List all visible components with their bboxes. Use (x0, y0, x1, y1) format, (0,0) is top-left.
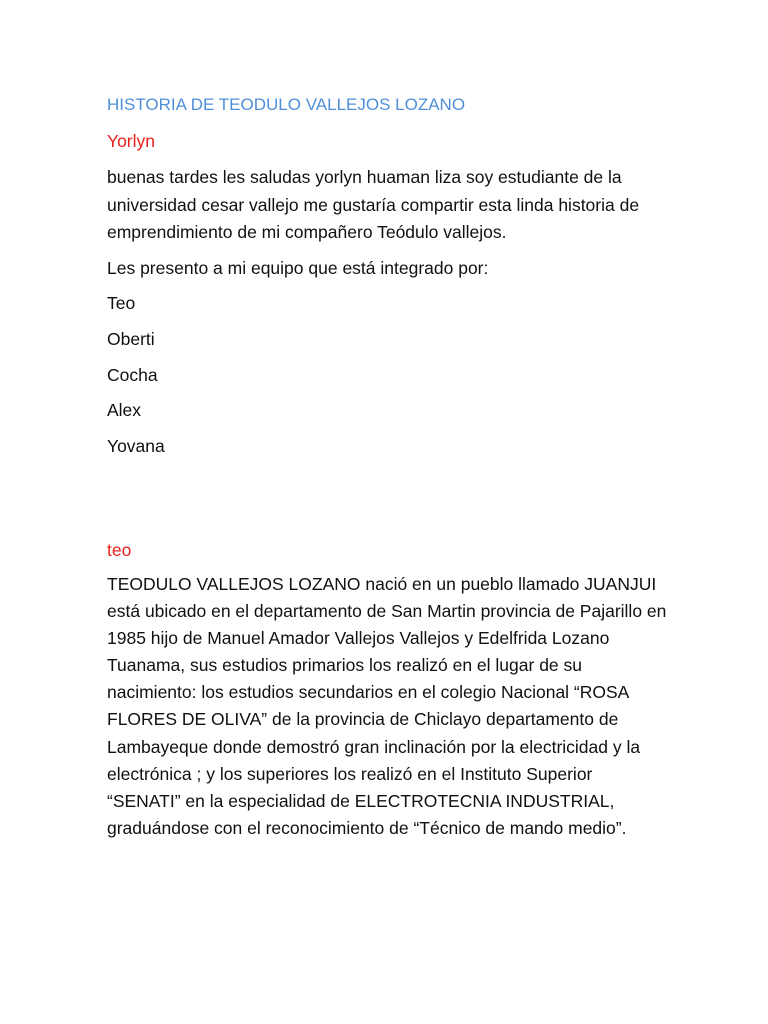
section-label: teo (107, 539, 132, 560)
team-member: Alex (107, 400, 142, 421)
team-member: Oberti (107, 328, 155, 349)
team-member: Teo (107, 293, 136, 313)
team-member: Cocha (107, 364, 158, 385)
team-member: Yovana (107, 436, 165, 457)
bio-paragraph: TEODULO VALLEJOS LOZANO nació en un pueblo llamado JUANJUI está ubicado en el departamento de San Martin provincia de Pajarillo en 1985 hijo de Manuel Amador Vallejos Vallejos y Edelfrida Lozano Tuanama, sus estudios primarios los realizó en el lugar de su nacimiento: los estudios secundarios en el colegio Nacional “ROSA FLORES DE OLIVA” de la provincia de Chiclayo departamento de Lambayeque donde demostró gran inclinación por la electricidad y la electrónica ; y los superiores los realizó en el Instituto Superior “SENATI” en la especialidad de ELECTROTECNIA INDUSTRIAL, graduándose con el reconocimiento de “Técnico de mando medio”. (107, 573, 667, 838)
intro-paragraph: buenas tardes les saludas yorlyn huaman liza soy estudiante de la universidad cesar vallejo me gustaría compartir esta linda historia de emprendimiento de mi compañero Teódulo vallejos. (107, 167, 640, 242)
author-label: Yorlyn (107, 131, 155, 151)
team-list (107, 291, 667, 470)
document-title: HISTORIA DE TEODULO VALLEJOS LOZANO (107, 95, 466, 114)
document-content (107, 93, 667, 842)
team-intro-paragraph: Les presento a mi equipo que está integrado por: (107, 257, 489, 278)
